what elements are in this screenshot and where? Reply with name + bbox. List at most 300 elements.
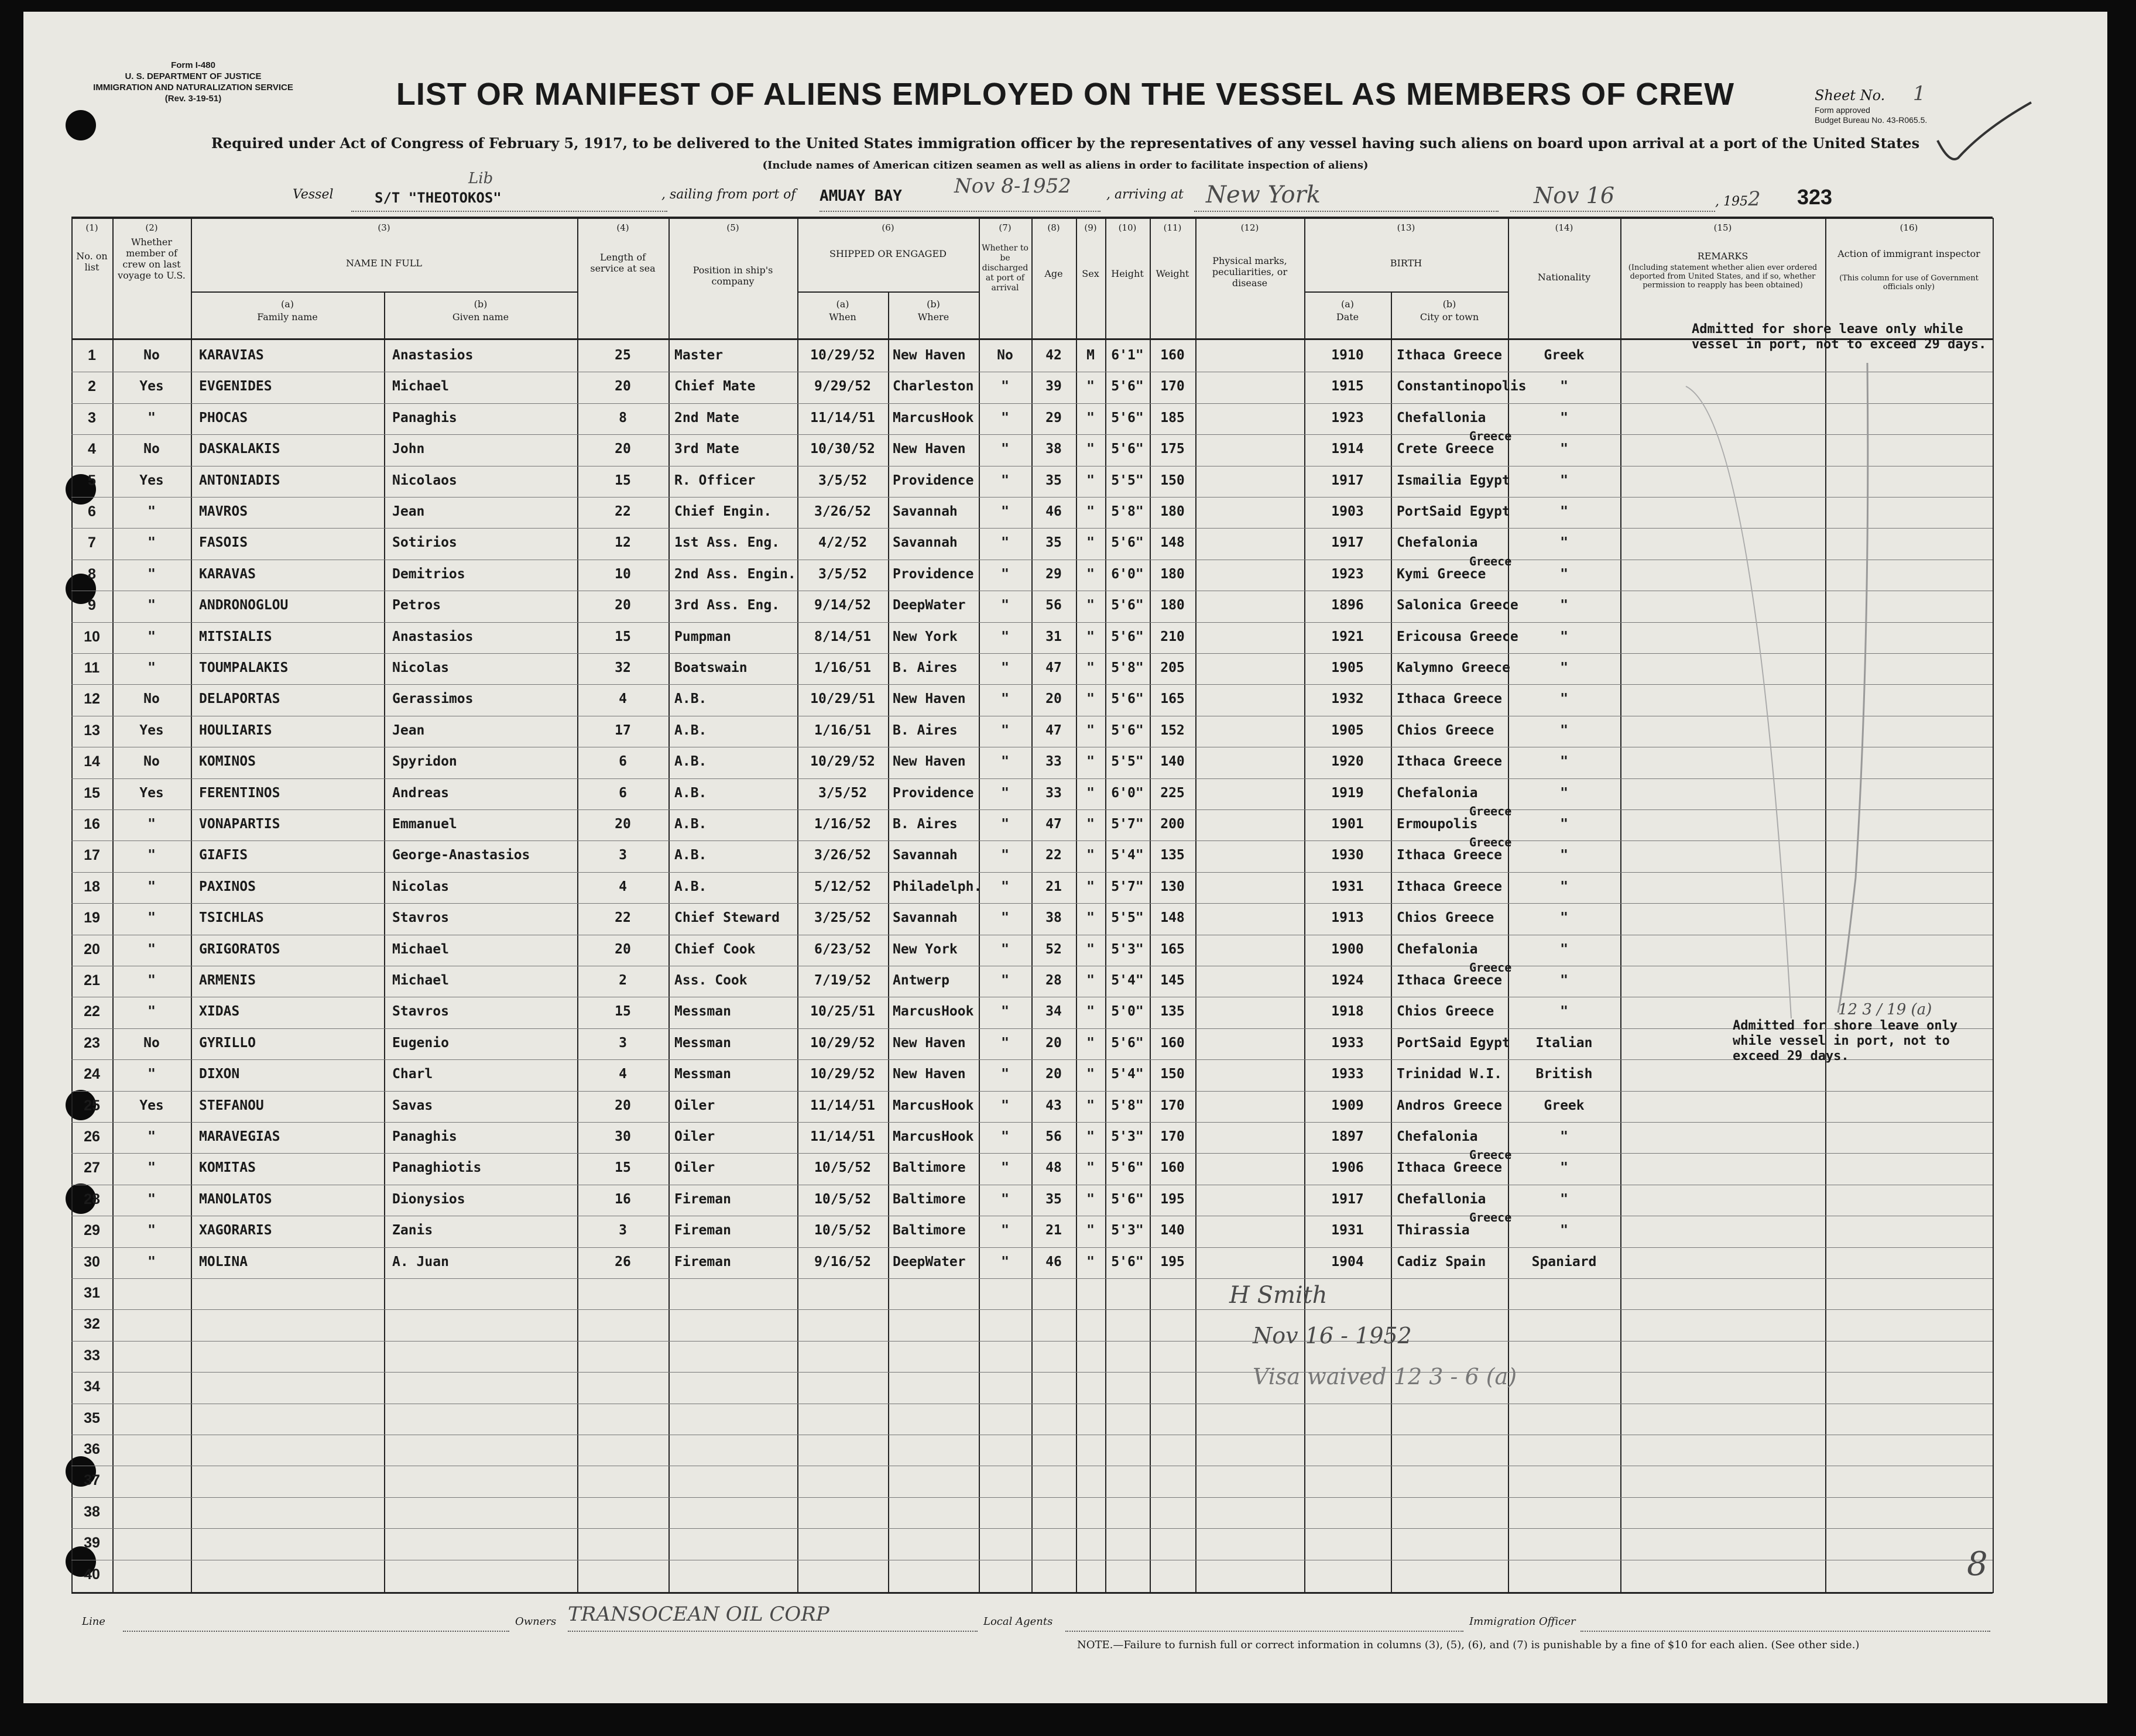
- birth-date: 1914: [1331, 441, 1364, 457]
- row-number: 12: [84, 691, 100, 708]
- row-number: 33: [84, 1347, 100, 1364]
- family-name: GYRILLO: [199, 1035, 256, 1051]
- weight: 195: [1160, 1254, 1185, 1270]
- shipped-when: 10/29/52: [810, 754, 875, 770]
- position: Oiler: [674, 1129, 715, 1144]
- service-length: 20: [615, 379, 631, 394]
- birth-date: 1930: [1331, 848, 1364, 863]
- birth-date: 1921: [1331, 629, 1364, 644]
- footer-line-label: Line: [82, 1615, 105, 1628]
- shipped-where: Savannah: [893, 535, 958, 551]
- row-number: 38: [84, 1503, 100, 1520]
- discharged: ": [1001, 691, 1009, 707]
- given-name: Panaghiotis: [392, 1160, 482, 1176]
- birth-country-note: Greece: [1469, 804, 1512, 818]
- header-age: Age: [1044, 268, 1063, 279]
- family-name: PHOCAS: [199, 410, 248, 426]
- row-number: 7: [88, 534, 96, 551]
- document-subtitle: Required under Act of Congress of February 5, 1917, to be delivered to the United States immigration officer by the representatives of any vessel having such aliens on board upon arrival at a port of the United States: [211, 135, 1920, 152]
- weight: 130: [1160, 879, 1185, 894]
- header-birth-date: Date: [1336, 311, 1359, 323]
- discharged: ": [1001, 754, 1009, 770]
- family-name: DELAPORTAS: [199, 691, 280, 707]
- header-weight: Weight: [1156, 268, 1189, 279]
- table-column-rule: [888, 291, 889, 1593]
- birth-country-note: Greece: [1469, 1210, 1512, 1225]
- table-column-rule: [384, 291, 385, 1593]
- age: 28: [1045, 973, 1062, 988]
- age: 22: [1045, 848, 1062, 863]
- height: 5'6": [1111, 629, 1144, 644]
- shipped-when: 10/29/52: [810, 1035, 875, 1051]
- discharged: ": [1001, 941, 1009, 957]
- birth-city: Crete Greece: [1397, 441, 1494, 457]
- position: A.B.: [674, 816, 707, 832]
- row-number: 4: [88, 441, 96, 458]
- header-action: Action of immigrant inspector: [1837, 248, 1980, 259]
- age: 39: [1045, 379, 1062, 394]
- shipped-when: 3/26/52: [814, 848, 871, 863]
- age: 33: [1045, 785, 1062, 801]
- nationality: ": [1560, 941, 1568, 957]
- header-given-name: Given name: [452, 311, 509, 323]
- birth-date: 1931: [1331, 1223, 1364, 1238]
- shipped-where: B. Aires: [893, 722, 958, 738]
- birth-date: 1900: [1331, 941, 1364, 957]
- age: 38: [1045, 441, 1062, 457]
- discharged: ": [1001, 1191, 1009, 1207]
- position: Fireman: [674, 1254, 731, 1270]
- given-name: A. Juan: [392, 1254, 449, 1270]
- shipped-when: 10/5/52: [814, 1223, 871, 1238]
- birth-city: Chios Greece: [1397, 722, 1494, 738]
- row-rule: [71, 1278, 1993, 1279]
- nationality: ": [1560, 754, 1568, 770]
- age: 33: [1045, 754, 1062, 770]
- birth-city: Kymi Greece: [1397, 566, 1486, 582]
- row-number: 34: [84, 1378, 100, 1395]
- shipped-when: 8/14/51: [814, 629, 871, 644]
- form-agency: U. S. DEPARTMENT OF JUSTICE: [125, 71, 262, 81]
- sex: ": [1086, 785, 1095, 801]
- birth-date: 1917: [1331, 1191, 1364, 1207]
- shipped-when: 11/14/51: [810, 1129, 875, 1144]
- row-number: 11: [84, 660, 100, 676]
- service-length: 20: [615, 1097, 631, 1113]
- discharged: ": [1001, 441, 1009, 457]
- nationality: ": [1560, 879, 1568, 894]
- discharged: ": [1001, 504, 1009, 519]
- birth-date: 1909: [1331, 1097, 1364, 1113]
- service-length: 22: [615, 910, 631, 926]
- birth-city: Trinidad W.I.: [1397, 1066, 1503, 1082]
- nationality: ": [1560, 785, 1568, 801]
- row-number: 8: [88, 565, 96, 582]
- sex: ": [1086, 816, 1095, 832]
- given-name: Michael: [392, 379, 449, 394]
- position: 3rd Mate: [674, 441, 739, 457]
- height: 5'7": [1111, 879, 1144, 894]
- row-number: 2: [88, 378, 96, 395]
- discharged: ": [1001, 1129, 1009, 1144]
- given-name: Panaghis: [392, 1129, 457, 1144]
- birth-country-note: Greece: [1469, 960, 1512, 975]
- sex: ": [1086, 379, 1095, 394]
- birth-city: Constantinopolis: [1397, 379, 1527, 394]
- shipped-where: MarcusHook: [893, 1004, 974, 1020]
- row-number: 13: [84, 722, 100, 739]
- birth-date: 1923: [1331, 410, 1364, 426]
- shipped-when: 10/29/51: [810, 691, 875, 707]
- sex: ": [1086, 1223, 1095, 1238]
- shipped-where: Antwerp: [893, 973, 949, 988]
- position: 3rd Ass. Eng.: [674, 598, 780, 613]
- family-name: FASOIS: [199, 535, 248, 551]
- shipped-when: 10/29/52: [810, 1066, 875, 1082]
- remark-row-23: Admitted for shore leave only while vessel in port, not to exceed 29 days.: [1733, 1018, 1958, 1063]
- age: 20: [1045, 1066, 1062, 1082]
- given-name: Nicolaos: [392, 472, 457, 488]
- shipped-when: 9/16/52: [814, 1254, 871, 1270]
- row-number: 25: [84, 1097, 100, 1114]
- given-name: Sotirios: [392, 535, 457, 551]
- weight: 225: [1160, 785, 1185, 801]
- shipped-when: 10/25/51: [810, 1004, 875, 1020]
- weight: 180: [1160, 598, 1185, 613]
- shipped-when: 11/14/51: [810, 1097, 875, 1113]
- weight: 150: [1160, 1066, 1185, 1082]
- shipped-where: New Haven: [893, 348, 966, 363]
- nationality: Spaniard: [1531, 1254, 1597, 1270]
- crew-last-voyage: ": [148, 1191, 156, 1207]
- row-number: 28: [84, 1191, 100, 1207]
- crew-last-voyage: ": [148, 879, 156, 894]
- discharged: ": [1001, 472, 1009, 488]
- shipped-where: MarcusHook: [893, 410, 974, 426]
- shipped-where: Baltimore: [893, 1160, 966, 1176]
- family-name: MITSIALIS: [199, 629, 272, 644]
- given-name: Savas: [392, 1097, 433, 1113]
- form-revision: (Rev. 3-19-51): [164, 94, 222, 104]
- birth-city: PortSaid Egypt: [1397, 1035, 1510, 1051]
- height: 5'3": [1111, 1223, 1144, 1238]
- crew-last-voyage: No: [143, 348, 160, 363]
- owners-name: TRANSOCEAN OIL CORP: [568, 1603, 829, 1626]
- family-name: KARAVAS: [199, 566, 256, 582]
- age: 47: [1045, 722, 1062, 738]
- shipped-when: 5/12/52: [814, 879, 871, 894]
- sex: ": [1086, 754, 1095, 770]
- family-name: KOMITAS: [199, 1160, 256, 1176]
- service-length: 20: [615, 941, 631, 957]
- nationality: Italian: [1535, 1035, 1593, 1051]
- nationality: ": [1560, 910, 1568, 926]
- crew-last-voyage: ": [148, 1160, 156, 1176]
- shipped-when: 3/5/52: [818, 566, 868, 582]
- check-mark: [1932, 100, 2037, 164]
- crew-last-voyage: ": [148, 660, 156, 675]
- sex: ": [1086, 504, 1095, 519]
- shipped-when: 10/30/52: [810, 441, 875, 457]
- row-number: 37: [84, 1472, 100, 1489]
- family-name: KOMINOS: [199, 754, 256, 770]
- row-number: 19: [84, 910, 100, 927]
- weight: 148: [1160, 910, 1185, 926]
- height: 5'0": [1111, 1004, 1144, 1020]
- service-length: 15: [615, 1160, 631, 1176]
- family-name: MAVROS: [199, 504, 248, 519]
- row-number: 27: [84, 1159, 100, 1176]
- position: Messman: [674, 1004, 731, 1020]
- header-physical-marks: Physical marks, peculiarities, or disease: [1212, 255, 1288, 289]
- sex: ": [1086, 441, 1095, 457]
- birth-date: 1896: [1331, 598, 1364, 613]
- height: 5'6": [1111, 598, 1144, 613]
- shipped-where: DeepWater: [893, 1254, 966, 1270]
- crew-last-voyage: ": [148, 1223, 156, 1238]
- row-number: 40: [84, 1566, 100, 1583]
- sheet-number: Sheet No. 1: [1815, 82, 1926, 105]
- position: Chief Steward: [674, 910, 780, 926]
- vessel-hand-note: Lib: [468, 170, 493, 187]
- height: 6'0": [1111, 785, 1144, 801]
- weight: 165: [1160, 941, 1185, 957]
- shipped-where: Providence: [893, 472, 974, 488]
- discharged: ": [1001, 910, 1009, 926]
- visa-waiver-note: Visa waived 12 3 - 6 (a): [1253, 1364, 1517, 1390]
- given-name: John: [392, 441, 425, 457]
- shipped-where: DeepWater: [893, 598, 966, 613]
- height: 5'4": [1111, 848, 1144, 863]
- discharged: ": [1001, 566, 1009, 582]
- sex: M: [1086, 348, 1095, 363]
- birth-date: 1904: [1331, 1254, 1364, 1270]
- pencil-marks: [1662, 351, 1908, 1024]
- height: 5'8": [1111, 1097, 1144, 1113]
- position: Ass. Cook: [674, 973, 748, 988]
- discharged: ": [1001, 1160, 1009, 1176]
- family-name: FERENTINOS: [199, 785, 280, 801]
- discharged: ": [1001, 816, 1009, 832]
- shipped-where: New York: [893, 629, 958, 644]
- position: Chief Engin.: [674, 504, 772, 519]
- sex: ": [1086, 879, 1095, 894]
- birth-city: Chefalonia: [1397, 785, 1478, 801]
- service-length: 22: [615, 504, 631, 519]
- discharged: ": [1001, 598, 1009, 613]
- sex: ": [1086, 566, 1095, 582]
- header-shipped-engaged: SHIPPED OR ENGAGED: [829, 248, 947, 259]
- height: 5'5": [1111, 754, 1144, 770]
- family-name: ARMENIS: [199, 973, 256, 988]
- birth-country-note: Greece: [1469, 835, 1512, 850]
- position: Chief Mate: [674, 379, 756, 394]
- shipped-where: MarcusHook: [893, 1097, 974, 1113]
- row-rule: [71, 1372, 1993, 1373]
- sex: ": [1086, 629, 1095, 644]
- age: 29: [1045, 566, 1062, 582]
- age: 47: [1045, 660, 1062, 675]
- crew-last-voyage: ": [148, 1254, 156, 1270]
- age: 35: [1045, 535, 1062, 551]
- position: 1st Ass. Eng.: [674, 535, 780, 551]
- weight: 175: [1160, 441, 1185, 457]
- birth-city: Cadiz Spain: [1397, 1254, 1486, 1270]
- given-name: Demitrios: [392, 566, 465, 582]
- weight: 140: [1160, 754, 1185, 770]
- position: Oiler: [674, 1097, 715, 1113]
- weight: 140: [1160, 1223, 1185, 1238]
- given-name: Anastasios: [392, 348, 474, 363]
- table-column-rule: [1620, 218, 1621, 1593]
- nationality: ": [1560, 691, 1568, 707]
- height: 5'8": [1111, 660, 1144, 675]
- given-name: Emmanuel: [392, 816, 457, 832]
- service-length: 3: [619, 848, 627, 863]
- age: 56: [1045, 598, 1062, 613]
- weight: 160: [1160, 348, 1185, 363]
- crew-last-voyage: ": [148, 910, 156, 926]
- position: A.B.: [674, 691, 707, 707]
- nationality: ": [1560, 1223, 1568, 1238]
- crew-last-voyage: ": [148, 504, 156, 519]
- nationality: ": [1560, 441, 1568, 457]
- serial-number: 323: [1797, 185, 1833, 209]
- shipped-where: New Haven: [893, 441, 966, 457]
- shipped-where: Baltimore: [893, 1223, 966, 1238]
- document-subtitle-note: (Include names of American citizen seamen as well as aliens in order to facilitate inspection of aliens): [762, 159, 1369, 171]
- nationality: ": [1560, 848, 1568, 863]
- row-number: 23: [84, 1034, 100, 1051]
- family-name: TSICHLAS: [199, 910, 264, 926]
- birth-city: Ericousa Greece: [1397, 629, 1518, 644]
- header-where: Where: [917, 311, 949, 323]
- weight: 180: [1160, 504, 1185, 519]
- crew-last-voyage: ": [148, 566, 156, 582]
- height: 5'5": [1111, 910, 1144, 926]
- height: 6'0": [1111, 566, 1144, 582]
- sex: ": [1086, 1035, 1095, 1051]
- family-name: MANOLATOS: [199, 1191, 272, 1207]
- row-number: 32: [84, 1316, 100, 1333]
- header-when: When: [829, 311, 856, 323]
- height: 5'4": [1111, 973, 1144, 988]
- manifest-sheet: Form I-480 U. S. DEPARTMENT OF JUSTICE IMMIGRATION AND NATURALIZATION SERVICE (Rev. 3-19-51) LIST OR MANIFEST OF ALIENS EMPLOYED ON THE VESSEL AS MEMBERS OF CREW Required under Act of Congress of February 5, 1917, to be delivered to the United States immigration officer by the representatives of any vessel having such aliens on board upon arrival at a port of the United States (Include names of American citizen seamen as well as aliens in order to facilitate inspection of aliens) Sheet No. 1 Form approved Budget Bureau No. 43-R065.5. Vessel S/T "THEOTOKOS" Lib , sailing from port of AMUAY BAY Nov 8-1952 , arriving at New York Nov 16 , 1952 323 (1) No. on list (2) Whether member of crew on last voyage to U.S. (3) NAME IN FULL (a) Family name (b) Given name (4) Length of service at sea (5) Position in ship's company (6) SHIPPED OR ENGAGED (a) When (b) Where (7) Whether to be discharged at port of arrival (8) Age (9) Sex (10) Height (11) Weight (12) Physical marks, peculiarities, or disease (13) BIRTH (a) Date (b) City or town (14) Nationality (15) REMARKS (Including statement whether alien ever ordered deported from United States, and if so, whether permission to reapply has been obtained) (16) Action of immigrant inspector (This column for use of Government officials only) 1 No KARAVIAS Anastasios 25 Master 10/29/52 New Haven No 42 M 6'1" 160 1910 Ithaca Greece Greek 2 Yes EVGENIDES Michael 20 Chief Mate 9/29/52 Charleston " 39 " 5'6" 170 1915 Constantinopolis " 3 " PHOCAS Panaghis 8 2nd Mate 11/14/51 MarcusHook " 29 " 5'6" 185 1923 Chefallonia " 4 No DASKALAKIS John 20 3rd Mate 10/30/52 New Haven " 38 " 5'6" 175 1914 Crete Greece " 5 Yes ANTONIADIS Nicolaos 15 R. Officer 3/5/52 Providence " 35 " 5'5" 150 1917 Ismailia Egypt " 6 " MAVROS Jean 22 Chief Engin. 3/26/52 Savannah " 46 " 5'8" 180 1903 PortSaid Egypt " 7 " FASOIS Sotirios 12 1st Ass. Eng. 4/2/52 Savannah " 35 " 5'6" 148 1917 Chefalonia " 8 " KARAVAS Demitrios 10 2nd Ass. Engin. 3/5/52 Providence " 29 " 6'0" 180 1923 Kymi Greece " 9 " ANDRONOGLOU Petros 20 3rd Ass. Eng. 9/14/52 DeepWater " 56 " 5'6" 180 1896 Salonica Greece " 10 " MITSIALIS Anastasios 15 Pumpman 8/14/51 New York " 31 " 5'6" 210 1921 Ericousa Greece " 11 " TOUMPALAKIS Nicolas 32 Boatswain 1/16/51 B. Aires " 47 " 5'8" 205 1905 Kalymno Greece " 12 No DELAPORTAS Gerassimos 4 A.B. 10/29/51 New Haven " 20 " 5'6" 165 1932 Ithaca Greece " 13 Yes HOULIARIS Jean 17 A.B. 1/16/51 B. Aires " 47 " 5'6" 152 1905 Chios Greece " 14 No KOMINOS Spyridon 6 A.B. 10/29/52 New Haven " 33 " 5'5" 140 1920 Ithaca Greece " 15 Yes FERENTINOS Andreas 6 A.B. 3/5/52 Providence " 33 " 6'0" 225 1919 Chefalonia " 16 " VONAPARTIS Emmanuel 20 A.B. 1/16/52 B. Aires " 47 " 5'7" 200 1901 Ermoupolis " 17 " GIAFIS George-Anastasios 3 A.B. 3/26/52 Savannah " 22 " 5'4" 135 1930 Ithaca Greece " 18 " PAXINOS Nicolas 4 A.B. 5/12/52 Philadelph. " 21 " 5'7" 130 1931 Ithaca Greece " 19 " TSICHLAS Stavros 22 Chief Steward 3/25/52 Savannah " 38 " 5'5" 148 1913 Chios Greece " 20 " GRIGORATOS Michael 20 Chief Cook 6/23/52 New York " 52 " 5'3" 165 1900 Chefalonia " 21 " ARMENIS Michael 2 Ass. Cook 7/19/52 Antwerp " 28 " 5'4" 145 1924 Ithaca Greece " 22 " XIDAS Stavros 15 Messman 10/25/51 MarcusHook " 34 " 5'0" 135 1918 Chios Greece " 23 No GYRILLO Eugenio 3 Messman 10/29/52 New Haven " 20 " 5'6" 160 1933 PortSaid Egypt Italian 24 " DIXON Charl 4 Messman 10/29/52 New Haven " 20 " 5'4" 150 1933 Trinidad W.I. British 25 Yes STEFANOU Savas 20 Oiler 11/14/51 MarcusHook " 43 " 5'8" 170 1909 Andros Greece Greek 26 " MARAVEGIAS Panaghis 30 Oiler 11/14/51 MarcusHook " 56 " 5'3" 170 1897 Chefalonia " 27 " KOMITAS Panaghiotis 15 Oiler 10/5/52 Baltimore " 48 " 5'6" 160 1906 Ithaca Greece " 28 " MANOLATOS Dionysios 16 Fireman 10/5/52 Baltimore " 35 " 5'6" 195 1917 Chefallonia " 29 " XAGORARIS Zanis 3 Fireman 10/5/52 Baltimore " 21 " 5'3" 140 1931 Thirassia " 30 " MOLINA A. Juan 26 Fireman 9/16/52 DeepWater " 46 " 5'6" 195 1904 Cadiz Spain Spaniard Greece Greece Greece Greece Greece Greece Greece 31 32 33 34 35 36 37 38 39 40 Admitted for shore leave only while vessel in port, not to exceed 29 days. Admitted for shore leave only while vessel in port, not to exceed 29 days. 12 3 / 19 (a) H Smith Nov 16 - 1952 Visa waived 12 3 - 6 (a) 8 Line Owners TRANSOCEAN OIL CORP Local Agents Immigration Officer NOTE.—Failure to furnish full or correct information in columns (3), (5), (6), and (7) is punishable by a fine of $10 for each alien. (See other side.): [23, 12, 2107, 1703]
- shipped-where: Savannah: [893, 504, 958, 519]
- sex: ": [1086, 472, 1095, 488]
- discharged: ": [1001, 535, 1009, 551]
- crew-last-voyage: ": [148, 598, 156, 613]
- nationality: ": [1560, 816, 1568, 832]
- birth-date: 1905: [1331, 660, 1364, 675]
- row-number: 29: [84, 1222, 100, 1239]
- row-number: 21: [84, 972, 100, 989]
- shipped-when: 1/16/52: [814, 816, 871, 832]
- row-number: 31: [84, 1285, 100, 1301]
- service-length: 6: [619, 754, 627, 770]
- age: 29: [1045, 410, 1062, 426]
- birth-date: 1932: [1331, 691, 1364, 707]
- crew-last-voyage: ": [148, 816, 156, 832]
- discharged: ": [1001, 848, 1009, 863]
- crew-last-voyage: No: [143, 1035, 160, 1051]
- position: Boatswain: [674, 660, 748, 675]
- service-length: 3: [619, 1035, 627, 1051]
- inspection-date: Nov 16 - 1952: [1253, 1323, 1412, 1349]
- sheet-number-value: 1: [1912, 82, 1926, 105]
- family-name: EVGENIDES: [199, 379, 272, 394]
- birth-city: Ithaca Greece: [1397, 691, 1503, 707]
- birth-date: 1913: [1331, 910, 1364, 926]
- age: 21: [1045, 879, 1062, 894]
- nationality: ": [1560, 660, 1568, 675]
- family-name: GRIGORATOS: [199, 941, 280, 957]
- shipped-when: 6/23/52: [814, 941, 871, 957]
- arriving-port: New York: [1206, 181, 1321, 208]
- height: 5'6": [1111, 410, 1144, 426]
- discharged: ": [1001, 722, 1009, 738]
- position: 2nd Ass. Engin.: [674, 566, 796, 582]
- remark-row-1: Admitted for shore leave only while vessel in port, not to exceed 29 days.: [1692, 322, 1987, 352]
- birth-date: 1920: [1331, 754, 1364, 770]
- header-remarks: REMARKS: [1697, 251, 1748, 262]
- birth-date: 1905: [1331, 722, 1364, 738]
- vessel-label: Vessel: [293, 187, 334, 202]
- sex: ": [1086, 660, 1095, 675]
- shipped-when: 3/26/52: [814, 504, 871, 519]
- service-length: 30: [615, 1129, 631, 1144]
- nationality: ": [1560, 1004, 1568, 1020]
- service-length: 4: [619, 879, 627, 894]
- position: A.B.: [674, 722, 707, 738]
- position: Messman: [674, 1066, 731, 1082]
- shipped-when: 7/19/52: [814, 973, 871, 988]
- nationality: Greek: [1544, 1097, 1585, 1113]
- row-number: 30: [84, 1253, 100, 1270]
- row-rule: [71, 1528, 1993, 1529]
- crew-last-voyage: ": [148, 410, 156, 426]
- family-name: GIAFIS: [199, 848, 248, 863]
- position: Chief Cook: [674, 941, 756, 957]
- table-column-rule: [191, 218, 192, 1593]
- service-length: 15: [615, 472, 631, 488]
- birth-date: 1915: [1331, 379, 1364, 394]
- height: 5'6": [1111, 691, 1144, 707]
- arriving-label: , arriving at: [1106, 187, 1184, 202]
- discharged: ": [1001, 1004, 1009, 1020]
- shipped-where: Savannah: [893, 848, 958, 863]
- weight: 160: [1160, 1160, 1185, 1176]
- service-length: 10: [615, 566, 631, 582]
- remark-hand-note: 12 3 / 19 (a): [1838, 1001, 1932, 1018]
- position: A.B.: [674, 848, 707, 863]
- given-name: Jean: [392, 722, 425, 738]
- height: 5'5": [1111, 472, 1144, 488]
- given-name: Stavros: [392, 1004, 449, 1020]
- birth-city: Thirassia: [1397, 1223, 1470, 1238]
- header-family-name: Family name: [257, 311, 318, 323]
- height: 5'6": [1111, 441, 1144, 457]
- row-number: 3: [88, 409, 96, 426]
- given-name: Dionysios: [392, 1191, 465, 1207]
- shipped-when: 4/2/52: [818, 535, 868, 551]
- given-name: Jean: [392, 504, 425, 519]
- birth-city: Ithaca Greece: [1397, 879, 1503, 894]
- discharged: ": [1001, 1066, 1009, 1082]
- given-name: Petros: [392, 598, 441, 613]
- footer-agents-label: Local Agents: [983, 1615, 1053, 1628]
- shipped-where: Providence: [893, 566, 974, 582]
